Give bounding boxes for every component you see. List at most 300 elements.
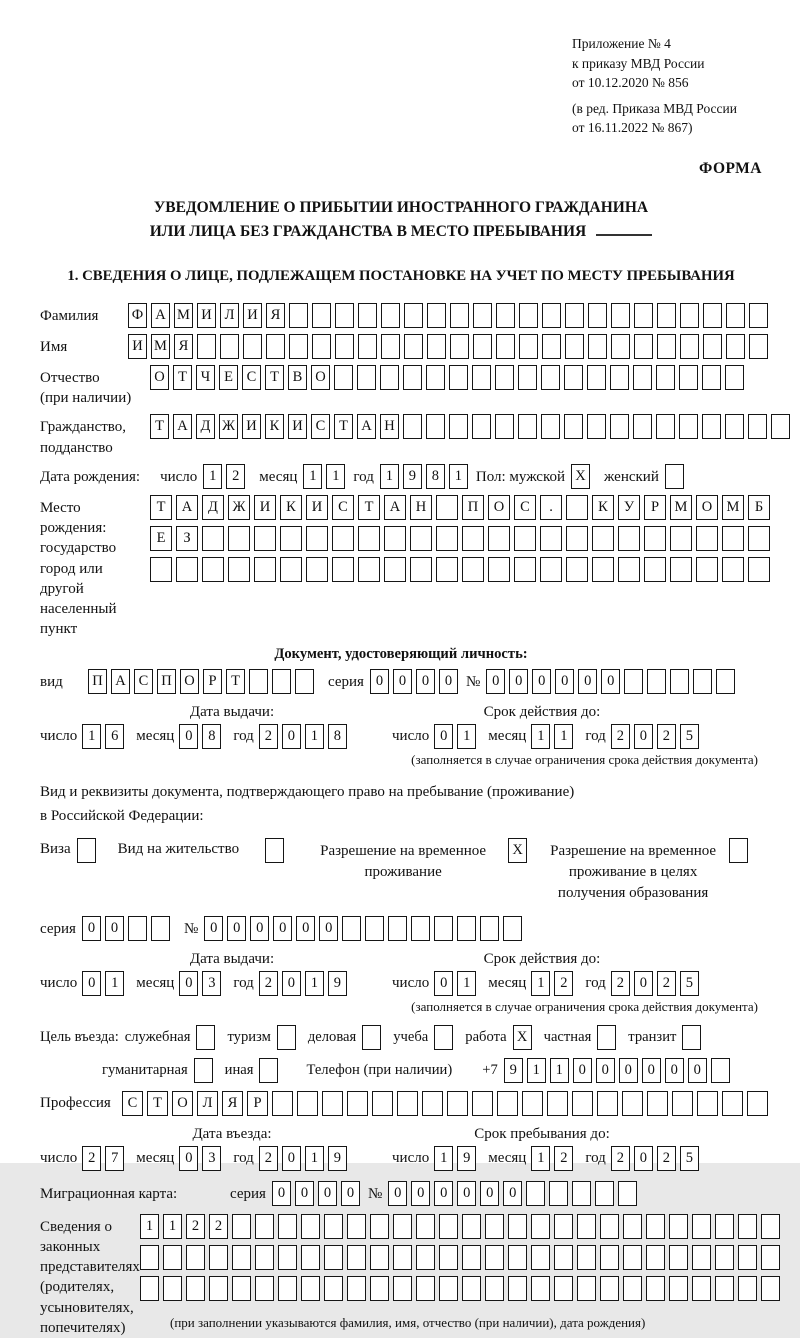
form-cell[interactable]: К [265,414,284,439]
form-cell[interactable]: 0 [341,1181,360,1206]
form-cell[interactable] [656,365,675,390]
form-cell[interactable]: 2 [657,724,676,749]
form-cell[interactable] [462,1245,481,1270]
form-cell[interactable]: П [157,669,176,694]
form-cell[interactable]: 1 [527,1058,546,1083]
form-cell[interactable] [622,1091,643,1116]
form-cell[interactable] [347,1245,366,1270]
form-cell[interactable]: А [384,495,406,520]
form-cell[interactable] [496,303,515,328]
form-cell[interactable]: 1 [140,1214,159,1239]
form-cell[interactable]: О [696,495,718,520]
form-cell[interactable]: 0 [296,916,315,941]
form-cell[interactable] [332,557,354,582]
form-cell[interactable] [618,557,640,582]
form-cell[interactable]: 1 [203,464,222,489]
form-cell[interactable] [297,1091,318,1116]
form-cell[interactable]: Е [219,365,238,390]
form-cell[interactable] [669,1245,688,1270]
form-cell[interactable]: Ч [196,365,215,390]
form-cell[interactable]: С [122,1091,143,1116]
form-cell[interactable]: Д [196,414,215,439]
form-cell[interactable] [439,1214,458,1239]
form-cell[interactable]: 9 [328,1146,347,1171]
form-cell[interactable]: 0 [204,916,223,941]
form-cell[interactable] [623,1214,642,1239]
form-cell[interactable]: 9 [457,1146,476,1171]
form-cell[interactable]: 0 [82,971,101,996]
form-cell[interactable] [472,1091,493,1116]
form-cell[interactable] [128,916,147,941]
form-cell[interactable] [410,557,432,582]
form-cell[interactable]: 1 [531,1146,550,1171]
form-cell[interactable] [462,526,484,551]
form-cell[interactable]: 0 [634,971,653,996]
form-cell[interactable]: 3 [202,971,221,996]
form-cell[interactable] [436,557,458,582]
form-cell[interactable] [358,334,377,359]
form-cell[interactable]: Т [358,495,380,520]
form-cell[interactable]: 1 [457,971,476,996]
form-cell[interactable] [503,916,522,941]
form-cell[interactable]: 0 [503,1181,522,1206]
form-cell[interactable] [519,334,538,359]
form-cell[interactable] [358,303,377,328]
form-cell[interactable] [151,916,170,941]
form-cell[interactable]: 0 [634,1146,653,1171]
form-cell[interactable]: С [311,414,330,439]
form-cell[interactable]: 0 [509,669,528,694]
form-cell[interactable] [715,1214,734,1239]
purpose-other-checkbox[interactable] [259,1058,278,1083]
form-cell[interactable] [324,1276,343,1301]
form-cell[interactable] [610,365,629,390]
form-cell[interactable] [163,1245,182,1270]
form-cell[interactable]: 0 [82,916,101,941]
form-cell[interactable] [725,414,744,439]
form-cell[interactable] [587,365,606,390]
form-cell[interactable]: Н [410,495,432,520]
form-cell[interactable]: 9 [504,1058,523,1083]
form-cell[interactable]: О [150,365,169,390]
form-cell[interactable]: 2 [209,1214,228,1239]
form-cell[interactable] [278,1276,297,1301]
form-cell[interactable] [715,1276,734,1301]
form-cell[interactable] [449,365,468,390]
form-cell[interactable]: 2 [259,971,278,996]
form-cell[interactable]: Я [174,334,193,359]
form-cell[interactable] [485,1214,504,1239]
form-cell[interactable] [473,334,492,359]
form-cell[interactable] [347,1091,368,1116]
form-cell[interactable]: О [488,495,510,520]
form-cell[interactable] [342,916,361,941]
form-cell[interactable]: Т [150,414,169,439]
form-cell[interactable] [715,1245,734,1270]
form-cell[interactable] [197,334,216,359]
form-cell[interactable]: Ф [128,303,147,328]
form-cell[interactable] [670,669,689,694]
form-cell[interactable] [255,1214,274,1239]
form-cell[interactable]: 3 [202,1146,221,1171]
form-cell[interactable]: Р [247,1091,268,1116]
form-cell[interactable] [749,303,768,328]
form-cell[interactable] [422,1091,443,1116]
form-cell[interactable] [634,334,653,359]
form-cell[interactable]: Т [226,669,245,694]
form-cell[interactable]: 0 [634,724,653,749]
form-cell[interactable] [595,1181,614,1206]
form-cell[interactable] [324,1245,343,1270]
form-cell[interactable]: 0 [318,1181,337,1206]
form-cell[interactable] [680,334,699,359]
form-cell[interactable] [278,1245,297,1270]
form-cell[interactable]: 1 [163,1214,182,1239]
form-cell[interactable] [416,1276,435,1301]
form-cell[interactable] [404,334,423,359]
form-cell[interactable] [480,916,499,941]
purpose-private-checkbox[interactable] [597,1025,616,1050]
form-cell[interactable] [761,1245,780,1270]
form-cell[interactable] [600,1214,619,1239]
form-cell[interactable] [722,557,744,582]
form-cell[interactable] [679,414,698,439]
form-cell[interactable] [623,1245,642,1270]
form-cell[interactable] [301,1214,320,1239]
form-cell[interactable]: 2 [554,971,573,996]
form-cell[interactable] [692,1245,711,1270]
form-cell[interactable] [587,414,606,439]
form-cell[interactable] [531,1214,550,1239]
form-cell[interactable] [243,334,262,359]
form-cell[interactable]: Т [173,365,192,390]
form-cell[interactable] [472,414,491,439]
form-cell[interactable]: 2 [554,1146,573,1171]
form-cell[interactable] [600,1276,619,1301]
form-cell[interactable]: О [172,1091,193,1116]
form-cell[interactable] [295,669,314,694]
form-cell[interactable]: 0 [578,669,597,694]
form-cell[interactable] [280,526,302,551]
form-cell[interactable] [384,557,406,582]
form-cell[interactable]: И [197,303,216,328]
form-cell[interactable] [301,1276,320,1301]
form-cell[interactable]: У [618,495,640,520]
form-cell[interactable] [228,557,250,582]
form-cell[interactable] [232,1276,251,1301]
form-cell[interactable] [370,1214,389,1239]
form-cell[interactable] [384,526,406,551]
form-cell[interactable]: 1 [305,971,324,996]
form-cell[interactable] [572,1181,591,1206]
form-cell[interactable]: 0 [555,669,574,694]
form-cell[interactable] [531,1245,550,1270]
form-cell[interactable]: 2 [611,724,630,749]
form-cell[interactable] [672,1091,693,1116]
form-cell[interactable] [514,526,536,551]
residence-permit-checkbox[interactable] [265,838,284,863]
form-cell[interactable] [202,526,224,551]
form-cell[interactable] [669,1214,688,1239]
form-cell[interactable] [365,916,384,941]
purpose-tourism-checkbox[interactable] [277,1025,296,1050]
form-cell[interactable]: А [151,303,170,328]
form-cell[interactable] [447,1091,468,1116]
sex-female-checkbox[interactable] [665,464,684,489]
form-cell[interactable] [457,916,476,941]
form-cell[interactable]: А [357,414,376,439]
form-cell[interactable]: 1 [531,971,550,996]
form-cell[interactable] [566,495,588,520]
form-cell[interactable]: 2 [226,464,245,489]
form-cell[interactable]: 9 [328,971,347,996]
form-cell[interactable]: 5 [680,971,699,996]
form-cell[interactable] [393,1245,412,1270]
form-cell[interactable] [611,334,630,359]
form-cell[interactable] [610,414,629,439]
form-cell[interactable] [771,414,790,439]
form-cell[interactable] [508,1276,527,1301]
form-cell[interactable]: Р [203,669,222,694]
form-cell[interactable] [577,1245,596,1270]
form-cell[interactable] [738,1276,757,1301]
form-cell[interactable]: Ж [219,414,238,439]
form-cell[interactable]: 2 [611,1146,630,1171]
form-cell[interactable]: 2 [657,971,676,996]
form-cell[interactable] [566,557,588,582]
form-cell[interactable] [679,365,698,390]
form-cell[interactable] [462,1214,481,1239]
form-cell[interactable]: 9 [403,464,422,489]
sex-male-checkbox[interactable]: X [571,464,590,489]
form-cell[interactable] [381,334,400,359]
form-cell[interactable]: 0 [282,971,301,996]
form-cell[interactable]: М [174,303,193,328]
form-cell[interactable]: 0 [480,1181,499,1206]
form-cell[interactable] [644,557,666,582]
form-cell[interactable]: Н [380,414,399,439]
form-cell[interactable]: 0 [434,724,453,749]
form-cell[interactable] [209,1245,228,1270]
form-cell[interactable]: 0 [105,916,124,941]
form-cell[interactable] [519,303,538,328]
form-cell[interactable] [703,334,722,359]
form-cell[interactable] [436,526,458,551]
form-cell[interactable] [726,303,745,328]
form-cell[interactable]: М [670,495,692,520]
form-cell[interactable] [485,1276,504,1301]
form-cell[interactable]: С [332,495,354,520]
form-cell[interactable]: 5 [680,1146,699,1171]
form-cell[interactable] [518,414,537,439]
form-cell[interactable] [472,365,491,390]
purpose-work-checkbox[interactable]: X [513,1025,532,1050]
form-cell[interactable]: И [128,334,147,359]
form-cell[interactable] [540,557,562,582]
form-cell[interactable] [572,1091,593,1116]
form-cell[interactable] [592,526,614,551]
form-cell[interactable]: С [134,669,153,694]
form-cell[interactable] [702,414,721,439]
form-cell[interactable] [381,303,400,328]
form-cell[interactable] [726,334,745,359]
form-cell[interactable]: 2 [259,1146,278,1171]
form-cell[interactable]: И [306,495,328,520]
form-cell[interactable]: 0 [250,916,269,941]
form-cell[interactable] [577,1214,596,1239]
form-cell[interactable] [140,1245,159,1270]
form-cell[interactable]: 7 [105,1146,124,1171]
form-cell[interactable] [140,1276,159,1301]
purpose-humanitarian-checkbox[interactable] [194,1058,213,1083]
form-cell[interactable] [577,1276,596,1301]
form-cell[interactable]: Р [644,495,666,520]
form-cell[interactable] [697,1091,718,1116]
form-cell[interactable] [748,557,770,582]
form-cell[interactable] [370,1245,389,1270]
form-cell[interactable] [488,526,510,551]
form-cell[interactable] [358,557,380,582]
form-cell[interactable]: 0 [642,1058,661,1083]
form-cell[interactable] [254,526,276,551]
form-cell[interactable]: 8 [426,464,445,489]
form-cell[interactable] [702,365,721,390]
form-cell[interactable]: Ж [228,495,250,520]
form-cell[interactable] [597,1091,618,1116]
form-cell[interactable]: И [254,495,276,520]
form-cell[interactable]: 0 [179,724,198,749]
form-cell[interactable] [549,1181,568,1206]
form-cell[interactable] [497,1091,518,1116]
visa-checkbox[interactable] [77,838,96,863]
form-cell[interactable]: 0 [601,669,620,694]
form-cell[interactable]: П [462,495,484,520]
form-cell[interactable]: 1 [305,1146,324,1171]
form-cell[interactable] [703,303,722,328]
form-cell[interactable]: А [173,414,192,439]
form-cell[interactable] [646,1245,665,1270]
form-cell[interactable]: 1 [554,724,573,749]
form-cell[interactable] [526,1181,545,1206]
form-cell[interactable] [473,303,492,328]
form-cell[interactable]: 5 [680,724,699,749]
form-cell[interactable]: И [242,414,261,439]
form-cell[interactable] [514,557,536,582]
form-cell[interactable]: А [176,495,198,520]
form-cell[interactable]: О [180,669,199,694]
form-cell[interactable]: М [722,495,744,520]
form-cell[interactable] [255,1245,274,1270]
form-cell[interactable] [547,1091,568,1116]
form-cell[interactable] [488,557,510,582]
form-cell[interactable]: Т [150,495,172,520]
form-cell[interactable] [680,303,699,328]
form-cell[interactable]: 1 [105,971,124,996]
form-cell[interactable] [322,1091,343,1116]
form-cell[interactable] [232,1245,251,1270]
form-cell[interactable] [404,303,423,328]
form-cell[interactable] [670,526,692,551]
form-cell[interactable] [380,365,399,390]
form-cell[interactable]: С [514,495,536,520]
form-cell[interactable]: 1 [449,464,468,489]
form-cell[interactable] [588,334,607,359]
form-cell[interactable] [410,526,432,551]
form-cell[interactable] [426,365,445,390]
form-cell[interactable] [462,557,484,582]
form-cell[interactable] [397,1091,418,1116]
form-cell[interactable] [624,669,643,694]
form-cell[interactable] [416,1214,435,1239]
form-cell[interactable]: 1 [82,724,101,749]
form-cell[interactable]: 1 [550,1058,569,1083]
form-cell[interactable] [388,916,407,941]
form-cell[interactable]: 0 [573,1058,592,1083]
form-cell[interactable]: Л [220,303,239,328]
form-cell[interactable]: 0 [434,971,453,996]
form-cell[interactable] [496,334,515,359]
form-cell[interactable] [176,557,198,582]
form-cell[interactable] [541,414,560,439]
form-cell[interactable]: К [592,495,614,520]
form-cell[interactable]: 2 [657,1146,676,1171]
form-cell[interactable] [254,557,276,582]
form-cell[interactable] [427,334,446,359]
form-cell[interactable] [436,495,458,520]
form-cell[interactable] [372,1091,393,1116]
form-cell[interactable] [518,365,537,390]
form-cell[interactable] [508,1245,527,1270]
form-cell[interactable] [647,669,666,694]
form-cell[interactable] [646,1214,665,1239]
form-cell[interactable] [289,334,308,359]
form-cell[interactable] [280,557,302,582]
form-cell[interactable]: 0 [295,1181,314,1206]
form-cell[interactable]: 0 [272,1181,291,1206]
form-cell[interactable]: 0 [393,669,412,694]
form-cell[interactable] [623,1276,642,1301]
form-cell[interactable] [403,414,422,439]
form-cell[interactable]: 0 [227,916,246,941]
form-cell[interactable] [403,365,422,390]
form-cell[interactable] [393,1276,412,1301]
form-cell[interactable] [761,1276,780,1301]
form-cell[interactable]: . [540,495,562,520]
form-cell[interactable]: И [288,414,307,439]
form-cell[interactable]: 0 [665,1058,684,1083]
form-cell[interactable]: 8 [328,724,347,749]
form-cell[interactable] [711,1058,730,1083]
form-cell[interactable] [358,526,380,551]
form-cell[interactable] [738,1245,757,1270]
form-cell[interactable] [301,1245,320,1270]
form-cell[interactable] [332,526,354,551]
form-cell[interactable] [565,334,584,359]
form-cell[interactable] [163,1276,182,1301]
form-cell[interactable] [542,303,561,328]
form-cell[interactable] [335,303,354,328]
form-cell[interactable] [644,526,666,551]
form-cell[interactable] [357,365,376,390]
form-cell[interactable] [306,526,328,551]
form-cell[interactable]: 0 [282,1146,301,1171]
form-cell[interactable]: 0 [457,1181,476,1206]
form-cell[interactable] [611,303,630,328]
form-cell[interactable] [657,303,676,328]
form-cell[interactable] [485,1245,504,1270]
form-cell[interactable]: 1 [531,724,550,749]
form-cell[interactable]: 1 [434,1146,453,1171]
